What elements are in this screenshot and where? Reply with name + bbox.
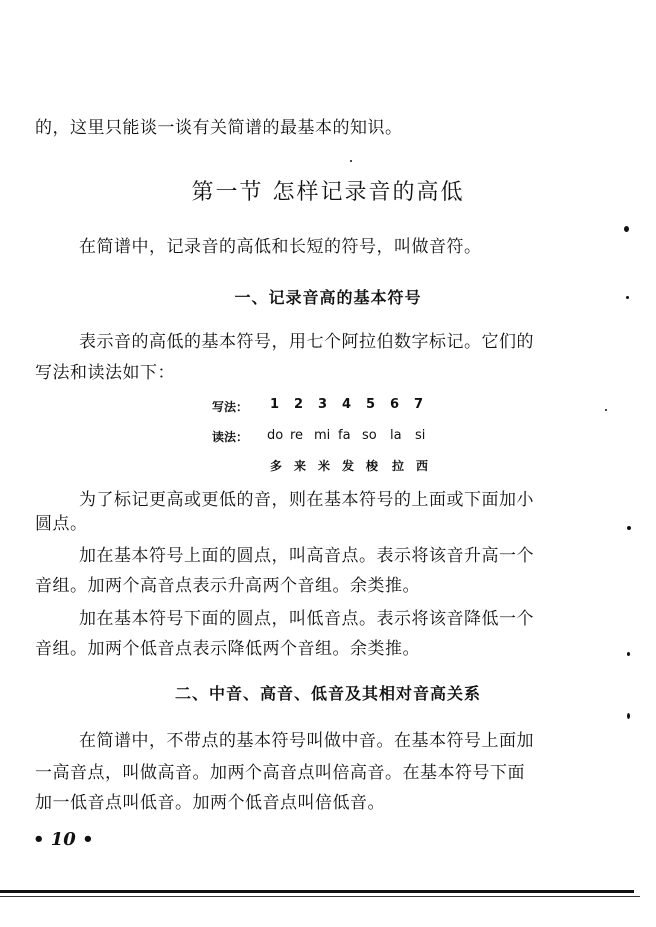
chinese-syllable: 西 <box>416 459 429 473</box>
page-bottom-rule <box>0 890 634 893</box>
solfege-syllable: la <box>390 428 402 443</box>
solfege-syllable: do <box>267 428 284 443</box>
numeral: 6 <box>390 397 400 412</box>
notation-row-written <box>212 398 442 416</box>
chinese-syllable: 多 <box>270 459 283 473</box>
paragraph-2-line-1: 为了标记更高或更低的音，则在基本符号的上面或下面加小 <box>79 490 534 510</box>
numeral: 3 <box>318 397 328 412</box>
page-number: • 10 • <box>33 829 94 850</box>
read-label: 读法： <box>212 430 249 444</box>
numeral: 4 <box>342 397 352 412</box>
paragraph-3-line-2: 音组。加两个高音点表示升高两个音组。余类推。 <box>35 576 420 596</box>
paragraph-5-line-3: 加一低音点叫低音。加两个低音点叫倍低音。 <box>35 793 385 813</box>
numeral: 1 <box>270 397 280 412</box>
scan-speck <box>624 226 629 232</box>
numeral: 2 <box>294 397 304 412</box>
solfege-syllable: si <box>415 428 426 443</box>
solfege-syllable: so <box>362 428 377 443</box>
numeral: 5 <box>366 397 376 412</box>
scan-speck <box>627 526 631 530</box>
chinese-syllable: 发 <box>342 459 355 473</box>
notation-row-read <box>212 428 442 446</box>
scan-speck <box>605 409 607 411</box>
solfege-syllable: mi <box>314 428 331 443</box>
chinese-syllable: 来 <box>294 459 307 473</box>
paragraph-5-line-1: 在简谱中，不带点的基本符号叫做中音。在基本符号上面加 <box>79 731 534 751</box>
scan-speck <box>627 713 630 719</box>
paragraph-5-line-2: 一高音点，叫做高音。加两个高音点叫倍高音。在基本符号下面 <box>35 763 525 783</box>
page-bottom-rule-thin <box>0 896 640 897</box>
subsection-title-1: 一、记录音高的基本符号 <box>234 288 422 307</box>
paragraph-1-line-2: 写法和读法如下： <box>35 363 175 383</box>
solfege-syllable: re <box>290 428 304 443</box>
numeral: 7 <box>414 397 424 412</box>
subsection-title-2: 二、中音、高音、低音及其相对音高关系 <box>174 684 481 703</box>
paragraph-3-line-1: 加在基本符号上面的圆点，叫高音点。表示将该音升高一个 <box>79 546 534 566</box>
paragraph-1-line-1: 表示音的高低的基本符号，用七个阿拉伯数字标记。它们的 <box>79 332 534 352</box>
scan-speck <box>350 160 352 162</box>
scan-speck <box>627 652 630 656</box>
chinese-syllable: 米 <box>318 459 331 473</box>
continuation-line: 的，这里只能谈一谈有关简谱的最基本的知识。 <box>35 118 403 138</box>
section-title: 第一节 怎样记录音的高低 <box>191 180 465 205</box>
paragraph-4-line-1: 加在基本符号下面的圆点，叫低音点。表示将该音降低一个 <box>79 609 534 629</box>
intro-paragraph: 在简谱中，记录音的高低和长短的符号，叫做音符。 <box>79 237 482 257</box>
paragraph-4-line-2: 音组。加两个低音点表示降低两个音组。余类推。 <box>35 639 420 659</box>
chinese-syllable: 拉 <box>392 459 405 473</box>
paragraph-2-line-2: 圆点。 <box>35 514 88 534</box>
write-label: 写法： <box>212 400 249 414</box>
notation-row-chinese <box>212 457 442 475</box>
solfege-syllable: fa <box>338 428 351 443</box>
scan-speck <box>626 296 629 299</box>
chinese-syllable: 梭 <box>366 459 379 473</box>
